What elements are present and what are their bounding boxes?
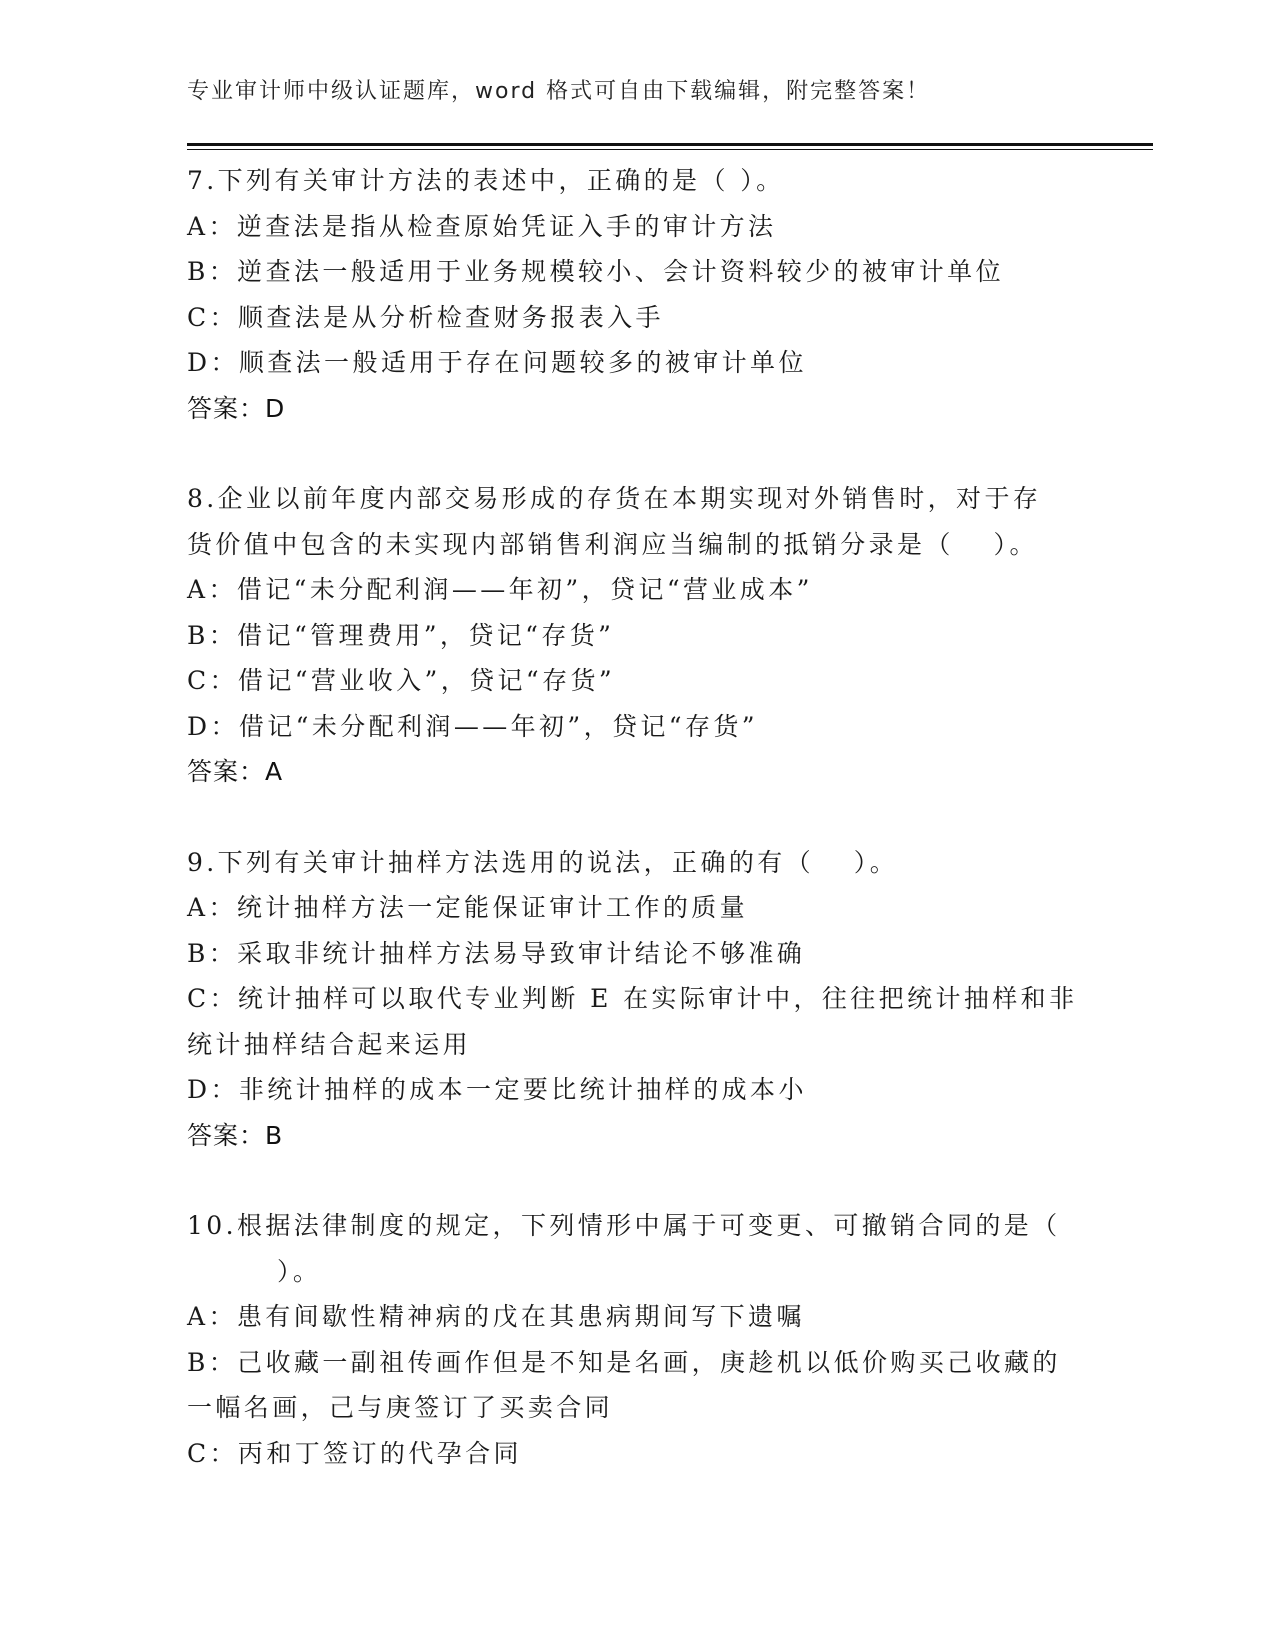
- question-8: [187, 476, 1087, 795]
- header-rule-thin: [187, 149, 1153, 150]
- option-b: B：采取非统计抽样方法易导致审计结论不够准确: [187, 938, 806, 968]
- option-d: D：借记“未分配利润——年初”，贷记“存货”: [187, 711, 758, 741]
- question-7: [187, 158, 1087, 431]
- option-d: D：非统计抽样的成本一定要比统计抽样的成本小: [187, 1075, 807, 1104]
- option-d: D：顺查法一般适用于存在问题较多的被审计单位: [187, 348, 807, 377]
- answer: 答案：D: [187, 393, 286, 423]
- question-stem-continued: ）。: [277, 1256, 322, 1286]
- option-c: C：顺查法是从分析检查财务报表入手: [187, 302, 664, 332]
- option-a: A：统计抽样方法一定能保证审计工作的质量: [187, 893, 749, 922]
- question-stem: 8.企业以前年度内部交易形成的存货在本期实现对外销售时，对于存: [187, 484, 1042, 513]
- question-stem: 7.下列有关审计方法的表述中，正确的是（ ）。: [187, 166, 785, 195]
- option-c: C：借记“营业收入”，贷记“存货”: [187, 666, 616, 695]
- answer: 答案：B: [187, 1120, 284, 1150]
- question-stem: 10.根据法律制度的规定，下列情形中属于可变更、可撤销合同的是（: [187, 1211, 1061, 1240]
- option-c: C：丙和丁签订的代孕合同: [187, 1438, 522, 1468]
- option-b-continued: 一幅名画，己与庚签订了买卖合同: [187, 1393, 614, 1422]
- option-a: A：逆查法是指从检查原始凭证入手的审计方法: [187, 211, 777, 241]
- option-a: A：患有间歇性精神病的戊在其患病期间写下遗嘱: [187, 1302, 805, 1331]
- question-list: [187, 158, 1087, 1521]
- question-stem: 9.下列有关审计抽样方法选用的说法，正确的有（ ）。: [187, 847, 899, 877]
- question-stem-continued: 货价值中包含的未实现内部销售利润应当编制的抵销分录是（ ）。: [187, 529, 1038, 559]
- answer: 答案：A: [187, 757, 284, 786]
- option-b: B：借记“管理费用”，贷记“存货”: [187, 620, 615, 650]
- question-9: [187, 840, 1087, 1159]
- option-c-continued: 统计抽样结合起来运用: [187, 1029, 472, 1059]
- option-a: A：借记“未分配利润——年初”，贷记“营业成本”: [187, 575, 813, 604]
- header-rule-thick: [187, 143, 1153, 146]
- option-c: C：统计抽样可以取代专业判断 E 在实际审计中，往往把统计抽样和非: [187, 984, 1078, 1013]
- page-header: 专业审计师中级认证题库，word 格式可自由下载编辑，附完整答案！: [187, 79, 931, 104]
- question-10: [187, 1203, 1087, 1476]
- option-b: B：己收藏一副祖传画作但是不知是名画，庚趁机以低价购买己收藏的: [187, 1347, 1061, 1377]
- option-b: B：逆查法一般适用于业务规模较小、会计资料较少的被审计单位: [187, 257, 1004, 286]
